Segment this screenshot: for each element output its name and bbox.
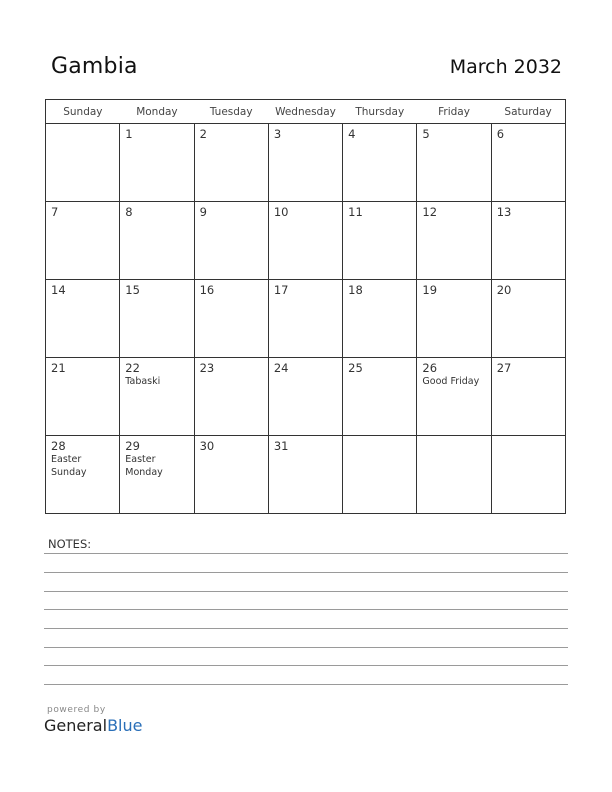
day-cell — [417, 124, 491, 202]
notes-line — [44, 647, 568, 648]
day-cell — [268, 436, 342, 514]
holiday-label: Good Friday — [422, 376, 480, 387]
week-row — [46, 124, 566, 202]
powered-by-text: powered by — [47, 705, 106, 715]
holiday-label: Easter — [125, 454, 156, 465]
month-year-title: March 2032 — [449, 56, 562, 78]
day-number: 25 — [348, 361, 363, 375]
day-cell — [46, 436, 120, 514]
holiday-label: Tabaski — [125, 376, 161, 387]
day-number: 8 — [125, 205, 133, 219]
day-cell — [120, 436, 194, 514]
week-row — [46, 436, 566, 514]
weekday-header: Sunday — [46, 100, 120, 124]
notes-line — [44, 553, 568, 554]
day-number: 14 — [51, 283, 66, 297]
day-number: 23 — [199, 361, 215, 375]
day-number: 12 — [422, 205, 438, 219]
weekday-header: Wednesday — [268, 100, 342, 124]
day-number: 7 — [51, 205, 59, 219]
day-cell — [343, 280, 417, 358]
day-number: 18 — [348, 283, 363, 297]
week-row — [46, 280, 566, 358]
notes-line — [44, 665, 568, 666]
weekday-header: Tuesday — [194, 100, 268, 124]
day-cell — [417, 280, 491, 358]
day-cell — [491, 202, 565, 280]
day-cell — [343, 436, 417, 514]
day-cell — [120, 124, 194, 202]
day-cell — [491, 124, 565, 202]
day-cell — [194, 124, 268, 202]
notes-label: NOTES: — [48, 537, 92, 551]
generalblue-logo — [44, 716, 142, 735]
day-cell — [343, 358, 417, 436]
day-number: 9 — [199, 205, 207, 219]
day-number: 27 — [496, 361, 512, 375]
day-cell — [491, 436, 565, 514]
day-cell — [194, 280, 268, 358]
day-number: 13 — [496, 205, 512, 219]
brand-name-blue: Blue — [107, 716, 143, 735]
day-number: 20 — [496, 283, 512, 297]
day-number: 1 — [125, 127, 133, 141]
day-cell — [268, 358, 342, 436]
day-cell — [46, 280, 120, 358]
day-number: 6 — [496, 127, 505, 141]
day-cell — [120, 202, 194, 280]
day-number: 11 — [348, 205, 363, 219]
brand-name-general: General — [44, 716, 108, 735]
day-number: 17 — [273, 283, 289, 297]
day-cell — [417, 202, 491, 280]
weekday-header: Thursday — [343, 100, 417, 124]
day-cell — [268, 280, 342, 358]
notes-line — [44, 572, 568, 573]
day-number: 15 — [125, 283, 140, 297]
weekday-header: Friday — [417, 100, 491, 124]
day-cell — [343, 124, 417, 202]
country-title: Gambia — [51, 54, 138, 79]
day-number: 31 — [273, 439, 289, 453]
day-number: 28 — [51, 439, 66, 453]
day-number: 4 — [348, 127, 356, 141]
day-cell — [491, 280, 565, 358]
holiday-label: Sunday — [51, 467, 87, 478]
day-cell — [194, 202, 268, 280]
day-number: 26 — [422, 361, 438, 375]
weekday-header: Monday — [120, 100, 194, 124]
day-number: 10 — [273, 205, 289, 219]
holiday-label: Monday — [125, 467, 163, 478]
week-row — [46, 202, 566, 280]
day-cell — [417, 358, 491, 436]
day-number: 2 — [199, 127, 207, 141]
day-number: 22 — [125, 361, 140, 375]
day-cell — [46, 358, 120, 436]
day-cell — [417, 436, 491, 514]
notes-line — [44, 609, 568, 610]
weekday-header-row — [46, 100, 566, 124]
day-cell — [194, 436, 268, 514]
holiday-label: Easter — [51, 454, 82, 465]
day-number: 5 — [422, 127, 430, 141]
weekday-header: Saturday — [491, 100, 565, 124]
day-cell — [268, 202, 342, 280]
day-cell — [46, 124, 120, 202]
day-cell — [120, 358, 194, 436]
day-cell — [268, 124, 342, 202]
day-number: 29 — [125, 439, 140, 453]
day-number: 30 — [199, 439, 215, 453]
notes-line — [44, 628, 568, 629]
day-number: 21 — [51, 361, 66, 375]
calendar-body — [46, 124, 566, 514]
day-number: 16 — [199, 283, 215, 297]
week-row — [46, 358, 566, 436]
day-cell — [46, 202, 120, 280]
day-cell — [120, 280, 194, 358]
day-cell — [343, 202, 417, 280]
day-number: 3 — [273, 127, 282, 141]
day-number: 24 — [273, 361, 289, 375]
calendar-grid — [45, 99, 566, 514]
day-number: 19 — [422, 283, 438, 297]
notes-line — [44, 684, 568, 685]
day-cell — [491, 358, 565, 436]
notes-line — [44, 591, 568, 592]
day-cell — [194, 358, 268, 436]
